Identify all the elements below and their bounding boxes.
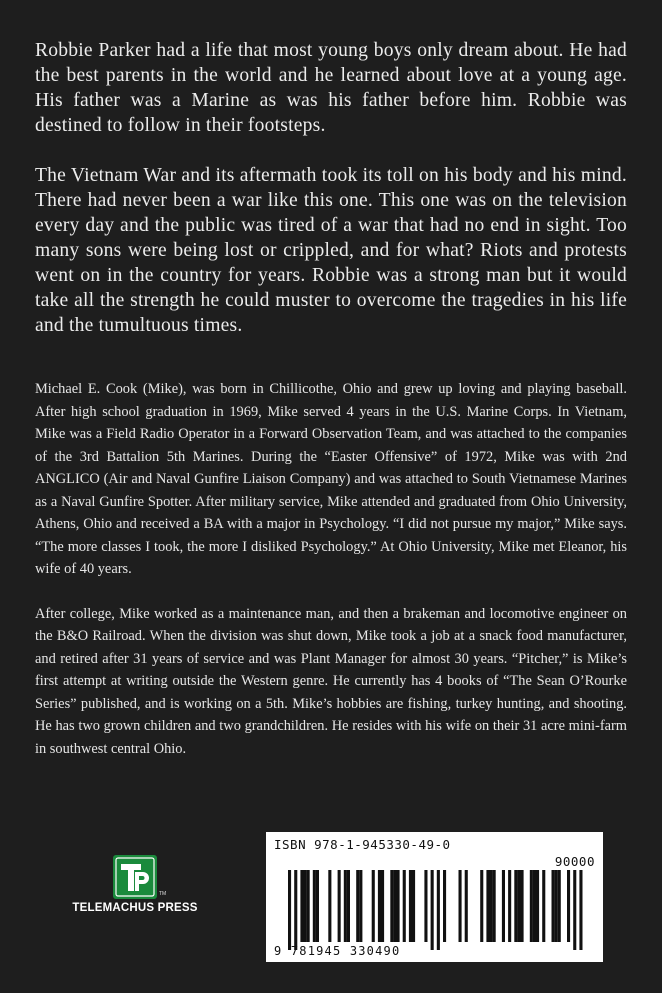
barcode-bar bbox=[530, 870, 533, 942]
barcode-bar bbox=[502, 870, 505, 942]
barcode-bar bbox=[347, 870, 350, 942]
barcode-bar bbox=[533, 870, 536, 942]
price-code: 90000 bbox=[554, 854, 595, 869]
barcode-bar bbox=[424, 870, 427, 942]
barcode-bar bbox=[412, 870, 415, 942]
blurb-paragraph-2: The Vietnam War and its aftermath took its toll on his body and his mind. There had never been a war like this one. This one was on the television every day and the public was tired of a war that had no end in sight. Too many sons were being lost or crippled, and for what? Riots and protests went on in the country for years. Robbie was a strong man but it would take all the strength he could muster to overcome the tragedies in his life and the tumultuous times. bbox=[35, 165, 627, 336]
barcode-bars bbox=[266, 832, 603, 962]
barcode-bar bbox=[493, 870, 496, 942]
publisher-logo bbox=[45, 855, 225, 925]
barcode-bar bbox=[378, 870, 381, 942]
barcode-bar bbox=[390, 870, 393, 942]
blurb-paragraph-1: Robbie Parker had a life that most young boys only dream about. He had the best parents in the world and he learned about love at a young age. His father was a Marine as was his father before him. Robbie was destined to follow in their footsteps. bbox=[35, 40, 627, 136]
barcode-bar bbox=[344, 870, 347, 942]
barcode-bar bbox=[536, 870, 539, 942]
barcode-bar bbox=[465, 870, 468, 942]
barcode-bar bbox=[307, 870, 310, 942]
barcode-bar bbox=[567, 870, 570, 942]
ean-digits: 9 781945 330490 bbox=[274, 944, 401, 958]
barcode-bar bbox=[381, 870, 384, 942]
barcode-bar bbox=[521, 870, 524, 942]
tp-logo-icon bbox=[113, 855, 157, 899]
isbn-label: ISBN 978-1-945330-49-0 bbox=[274, 837, 451, 852]
barcode-bar bbox=[338, 870, 341, 942]
barcode-bar bbox=[356, 870, 359, 942]
book-blurb bbox=[35, 38, 627, 363]
barcode-bar bbox=[508, 870, 511, 942]
barcode-bar bbox=[328, 870, 331, 942]
barcode-bar bbox=[480, 870, 483, 942]
barcode-bar bbox=[490, 870, 493, 942]
barcode-bar bbox=[313, 870, 316, 942]
barcode-bar bbox=[393, 870, 396, 942]
barcode-bar bbox=[443, 870, 446, 942]
barcode-bar bbox=[300, 870, 303, 942]
barcode-bar bbox=[288, 870, 291, 950]
barcode-bar bbox=[558, 870, 561, 942]
barcode-bar bbox=[459, 870, 462, 942]
barcode-bar bbox=[517, 870, 520, 942]
barcode-bar bbox=[552, 870, 555, 942]
barcode-bar bbox=[359, 870, 362, 942]
barcode-bar bbox=[514, 870, 517, 942]
barcode-bar bbox=[542, 870, 545, 942]
publisher-name: TELEMACHUS PRESS bbox=[72, 902, 198, 914]
barcode-bar bbox=[304, 870, 307, 942]
trademark-symbol: TM bbox=[159, 891, 167, 897]
isbn-barcode bbox=[266, 832, 603, 962]
author-bio bbox=[35, 378, 627, 782]
barcode-bar bbox=[573, 870, 576, 950]
bio-paragraph-1: Michael E. Cook (Mike), was born in Chillicothe, Ohio and grew up loving and playing baseball. After high school graduation in 1969, Mike served 4 years in the U.S. Marine Corps. In Vietnam, Mike was a Field Radio Operator in a Forward Observation Team, and was attached to the companies of the 3rd Battalion 5th Marines. During the “Easter Offensive” of 1972, Mike was with 2nd ANGLICO (Air and Naval Gunfire Liaison Company) and was attached to South Vietnamese Marines as a Naval Gunfire Spotter. After military service, Mike attended and graduated from Ohio University, Athens, Ohio and received a BA with a major in Psychology. “I did not pursue my major,” Mike says. “The more classes I took, the more I disliked Psychology.” At Ohio University, Mike met Eleanor, his wife of 40 years. bbox=[35, 381, 627, 577]
barcode-bar bbox=[431, 870, 434, 950]
barcode-bar bbox=[316, 870, 319, 942]
bio-paragraph-2: After college, Mike worked as a maintenance man, and then a brakeman and locomotive engineer on the B&O Railroad. When the division was shut down, Mike took a job at a snack food manufacturer, and retired after 31 years of service and was Plant Manager for almost 30 years. “Pitcher,” is Mike’s first attempt at writing outside the Western genre. He currently has 4 books of “The Sean O’Rourke Series” published, and is working on a 5th. Mike’s hobbies are fishing, turkey hunting, and shooting. He has two grown children and two grandchildren. He resides with his wife on their 31 acre mini-farm in southwest central Ohio. bbox=[35, 605, 627, 757]
barcode-bar bbox=[397, 870, 400, 942]
barcode-bar bbox=[486, 870, 489, 942]
barcode-bar bbox=[579, 870, 582, 950]
barcode-bar bbox=[403, 870, 406, 942]
barcode-bar bbox=[437, 870, 440, 950]
barcode-bar bbox=[372, 870, 375, 942]
barcode-bar bbox=[409, 870, 412, 942]
barcode-bar bbox=[294, 870, 297, 950]
barcode-bar bbox=[555, 870, 558, 942]
